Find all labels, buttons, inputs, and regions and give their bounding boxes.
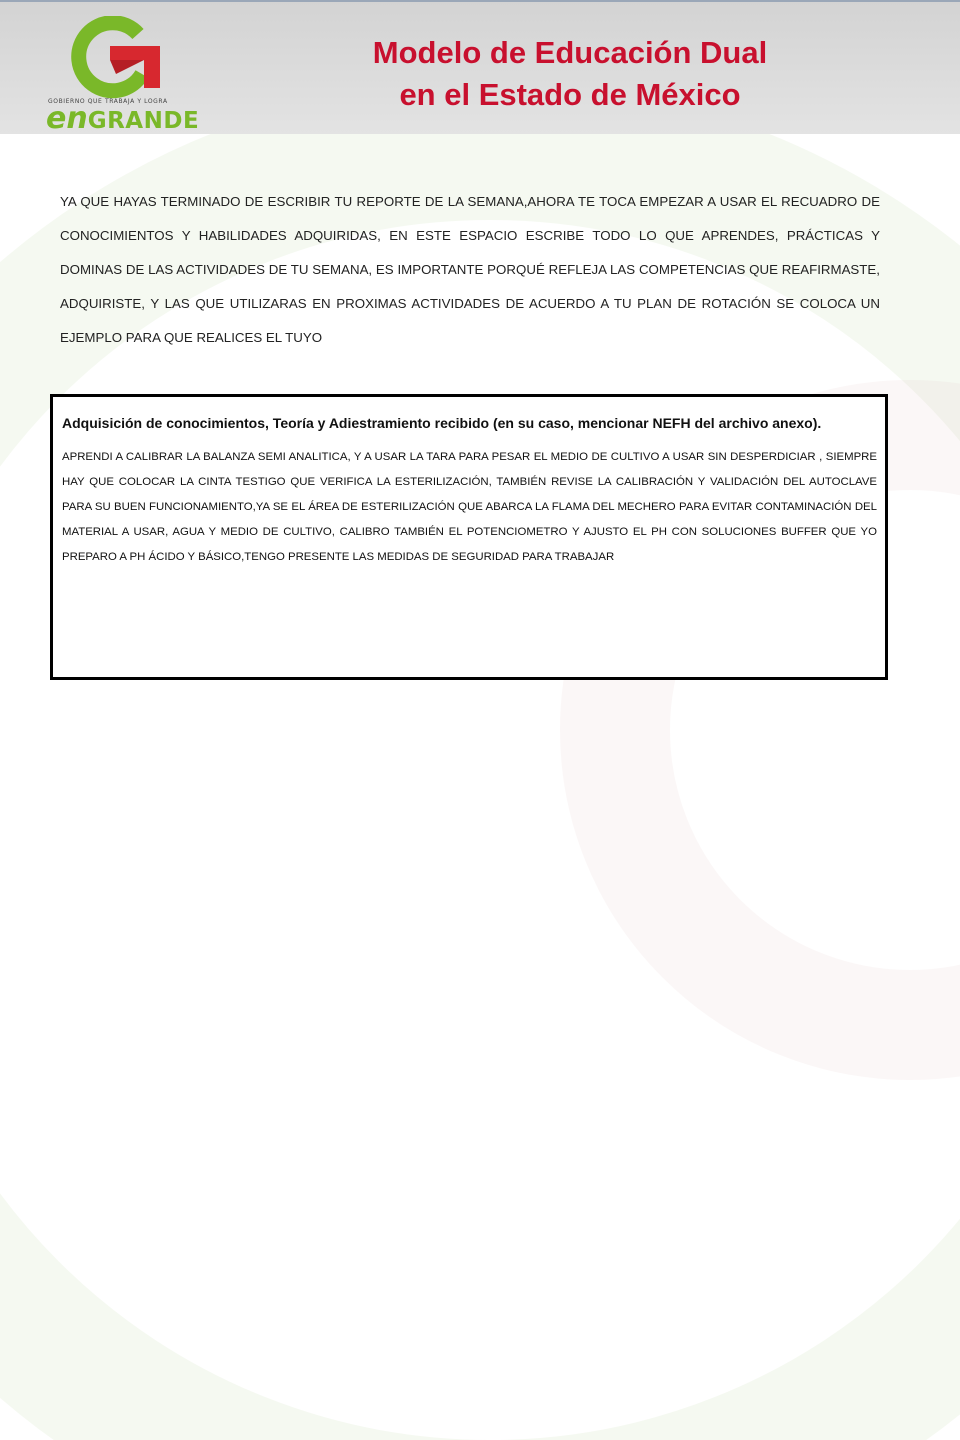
instructions-paragraph: YA QUE HAYAS TERMINADO DE ESCRIBIR TU REPORTE DE LA SEMANA,AHORA TE TOCA EMPEZAR A USAR EL RECUADRO DE CONOCIMIENTOS Y HABILIDADES ADQUIRIDAS, EN ESTE ESPACIO ESCRIBE TODO LO QUE APRENDES, PRÁCTICAS Y DOMINAS DE LAS ACTIVIDADES DE TU SEMANA, ES IMPORTANTE PORQUÉ REFLEJA LAS COMPETENCIAS QUE REAFIRMASTE, ADQUIRISTE, Y LAS QUE UTILIZARAS EN PROXIMAS ACTIVIDADES DE ACUERDO A TU PLAN DE ROTACIÓN SE COLOCA UN EJEMPLO PARA QUE REALICES EL TUYO: [60, 194, 880, 346]
g-logo-icon: [46, 16, 206, 100]
title-line-2: en el Estado de México: [399, 77, 741, 112]
example-box-heading: Adquisición de conocimientos, Teoría y Adiestramiento recibido (en su caso, mencionar NEFH del archivo anexo).: [62, 415, 822, 431]
logo-tagline: GOBIERNO QUE TRABAJA Y LOGRA: [48, 98, 168, 105]
page-title: [330, 32, 810, 116]
example-box-body: APRENDI A CALIBRAR LA BALANZA SEMI ANALITICA, Y A USAR LA TARA PARA PESAR EL MEDIO DE CULTIVO A USAR SIN DESPERDICIAR , SIEMPRE HAY QUE COLOCAR LA CINTA TESTIGO QUE VERIFICA LA ESTERILIZACIÓN, TAMBIÉN REVISE LA CALIBRACIÓN Y VALIDACIÓN DEL AUTOCLAVE PARA SU BUEN FUNCIONAMIENTO,YA SE EL ÁREA DE ESTERILIZACIÓN QUE ABARCA LA FLAMA DEL MECHERO PARA EVITAR CONTAMINACIÓN DEL MATERIAL A USAR, AGUA Y MEDIO DE CULTIVO, CALIBRO TAMBIÉN EL POTENCIOMETRO Y AJUSTO EL PH CON SOLUCIONES BUFFER QUE YO PREPARO A PH ÁCIDO Y BÁSICO,TENGO PRESENTE LAS MEDIDAS DE SEGURIDAD PARA TRABAJAR: [62, 451, 877, 563]
example-box: [50, 394, 888, 680]
engrande-logo: [46, 16, 206, 136]
title-line-1: Modelo de Educación Dual: [372, 35, 768, 70]
logo-word-grande: GRANDE: [87, 108, 200, 134]
logo-word-en: en: [46, 101, 88, 136]
header-bar: [0, 0, 960, 134]
